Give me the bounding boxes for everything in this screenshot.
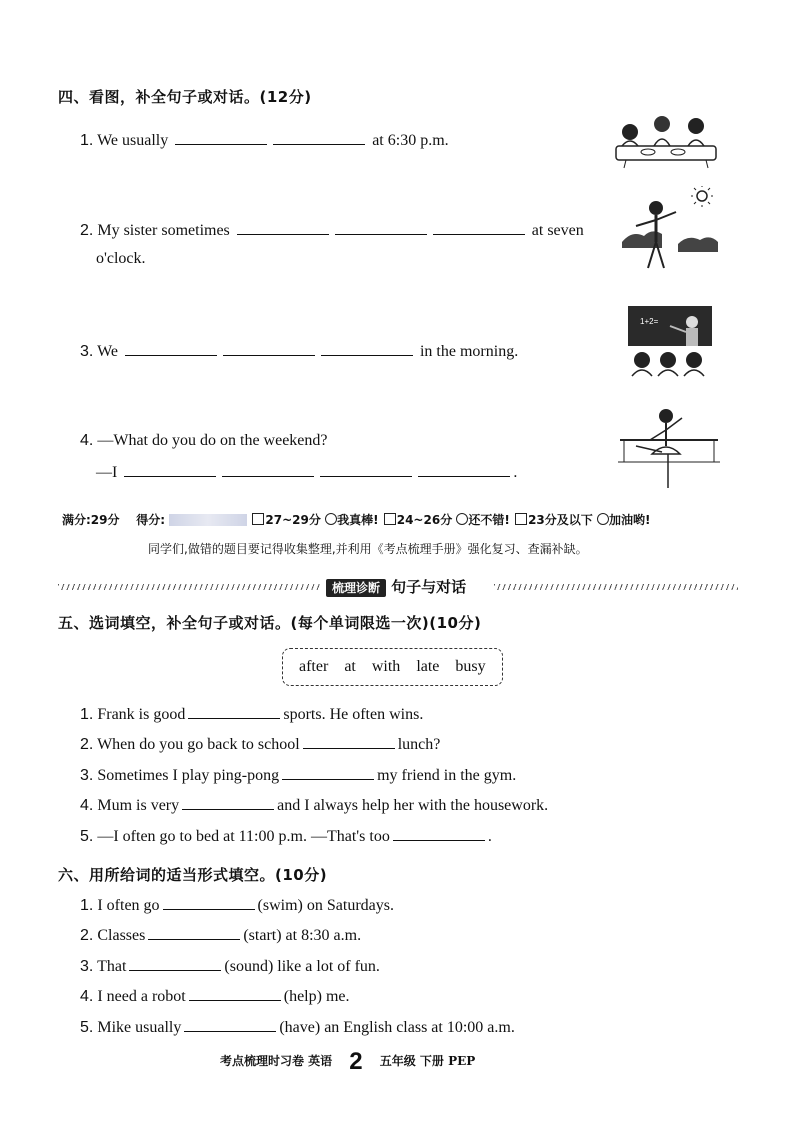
score-note: 同学们,做错的题目要记得收集整理,并利用《考点梳理手册》强化复习、查漏补缺。	[148, 542, 588, 556]
checkbox[interactable]	[384, 513, 396, 525]
blank[interactable]	[184, 1017, 276, 1032]
blank[interactable]	[273, 130, 365, 145]
blank[interactable]	[433, 220, 525, 235]
blank[interactable]	[321, 341, 413, 356]
s6-q2: 2. Classes (start) at 8:30 a.m.	[80, 927, 362, 944]
blank[interactable]	[320, 462, 412, 477]
blank[interactable]	[223, 341, 315, 356]
checkbox[interactable]	[515, 513, 527, 525]
score-field[interactable]	[169, 514, 247, 526]
blank[interactable]	[163, 895, 255, 910]
s5-q5: 5. —I often go to bed at 11:00 p.m. —That's too .	[80, 828, 492, 845]
blank[interactable]	[335, 220, 427, 235]
s4-q4-question: 4. —What do you do on the weekend?	[80, 432, 328, 449]
blank[interactable]	[175, 130, 267, 145]
teacher-classroom-illustration	[626, 304, 714, 378]
hatch-divider-right	[494, 584, 738, 590]
blank[interactable]	[124, 462, 216, 477]
blank[interactable]	[182, 795, 274, 810]
blank[interactable]	[222, 462, 314, 477]
blank[interactable]	[148, 925, 240, 940]
s6-q3: 3. That (sound) like a lot of fun.	[80, 958, 380, 975]
svg-text:1+2=: 1+2=	[640, 317, 659, 326]
ballet-girl-illustration	[616, 406, 722, 494]
blank[interactable]	[188, 704, 280, 719]
s4-q1: 1. We usually at 6:30 p.m.	[80, 132, 449, 149]
blank[interactable]	[129, 956, 221, 971]
section5-title: 五、选词填空，补全句子或对话。(每个单词限选一次)(10分)	[58, 614, 482, 632]
section-banner: 梳理诊断 句子与对话	[326, 576, 466, 597]
s5-q1: 1. Frank is good sports. He often wins.	[80, 706, 424, 723]
blank[interactable]	[237, 220, 329, 235]
blank[interactable]	[282, 765, 374, 780]
blank[interactable]	[393, 826, 485, 841]
s6-q5: 5. Mike usually (have) an English class at 10:00 a.m.	[80, 1019, 515, 1036]
word-bank: after at with late busy	[282, 648, 503, 686]
hatch-divider-left	[58, 584, 320, 590]
family-dinner-illustration	[612, 112, 722, 170]
s5-q3: 3. Sometimes I play ping-pong my friend in the gym.	[80, 767, 517, 784]
s6-q4: 4. I need a robot (help) me.	[80, 988, 350, 1005]
page-footer: 考点梳理时习卷 英语 2 五年级 下册 PEP	[220, 1048, 476, 1075]
blank[interactable]	[125, 341, 217, 356]
smile-icon	[325, 513, 337, 525]
s4-q4-answer: —I .	[96, 464, 518, 481]
checkbox[interactable]	[252, 513, 264, 525]
s5-q2: 2. When do you go back to school lunch?	[80, 736, 441, 753]
s4-q2: 2. My sister sometimes at seven	[80, 222, 584, 239]
section6-title: 六、用所给词的适当形式填空。(10分)	[58, 866, 328, 884]
s5-q4: 4. Mum is very and I always help her with the housework.	[80, 797, 549, 814]
section4-title: 四、看图，补全句子或对话。(12分)	[58, 88, 312, 106]
s4-q2-cont: o'clock.	[96, 250, 146, 267]
smile-icon	[456, 513, 468, 525]
blank[interactable]	[418, 462, 510, 477]
page-number: 2	[349, 1048, 363, 1075]
s6-q1: 1. I often go (swim) on Saturdays.	[80, 897, 394, 914]
score-strip: 满分:29分 得分: 27~29分 我真棒! 24~26分 还不错! 23分及以下 加油哟!	[62, 513, 651, 527]
blank[interactable]	[303, 734, 395, 749]
s4-q3: 3. We in the morning.	[80, 343, 519, 360]
smile-icon	[597, 513, 609, 525]
blank[interactable]	[189, 986, 281, 1001]
girl-exercising-illustration	[620, 186, 720, 272]
